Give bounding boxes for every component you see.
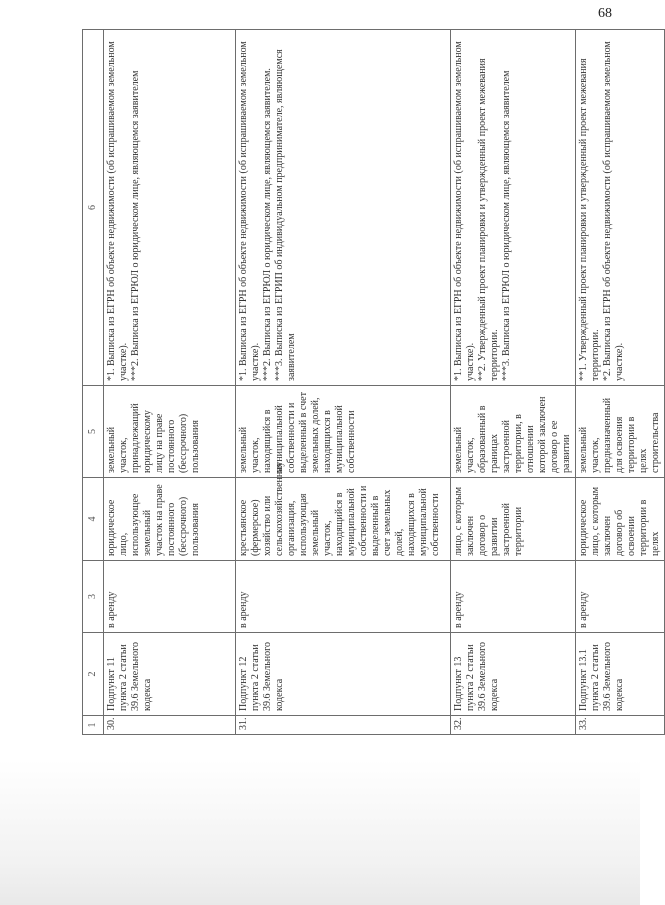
document-item: *1. Выписка из ЕГРН об объекте недвижимости (об испрашиваемом земельном участке). (238, 41, 261, 381)
land-grounds-table (82, 29, 665, 735)
documents-cell (576, 30, 665, 386)
row-number: 32. (451, 716, 576, 735)
document-item: ***2. Выписка из ЕГРЮЛ о юридическом лице, являющемся заявителем (130, 70, 141, 381)
row-number: 33. (576, 716, 665, 735)
document-item: ***3. Выписка из ЕГРЮЛ о юридическом лице, являющемся заявителем (501, 70, 512, 381)
document-item: *1. Выписка из ЕГРН об объекте недвижимости (об испрашиваемом земельном участке). (106, 41, 129, 381)
land-parcel-cell: земельный участок, предназначенный для освоения территории в целях строительства (576, 386, 665, 478)
column-number: 5 (83, 386, 104, 478)
column-number: 3 (83, 561, 104, 633)
table-row (104, 30, 236, 735)
provision-kind-cell: в аренду (576, 561, 665, 633)
document-item: *1. Выписка из ЕГРН об объекте недвижимости (об испрашиваемом земельном участке). (453, 41, 476, 381)
document-item: *2. Выписка из ЕГРН об объекте недвижимости (об испрашиваемом земельном участке). (602, 41, 625, 381)
applicant-cell: юридическое лицо, использующее земельный участок на праве постоянного (бессрочного) пользования (104, 478, 236, 561)
legal-basis-cell: Подпункт 11 пункта 2 статьи 39.6 Земельного кодекса (104, 633, 236, 716)
page-number: 68 (598, 6, 612, 21)
column-number: 1 (83, 716, 104, 735)
table-row (451, 30, 576, 735)
document-item: **2. Утвержденный проект планировки и утвержденный проект межевания территории. (477, 58, 500, 381)
legal-basis-cell: Подпункт 13.1 пункта 2 статьи 39.6 Земельного кодекса (576, 633, 665, 716)
documents-cell (451, 30, 576, 386)
applicant-cell: крестьянское (фермерское) хозяйство или сельскохозяйственная организация, использующая земельный участок, находящийся в муниципальной собственности и выделенный в счет земельных долей, находящихся в муниципальной собственности (236, 478, 451, 561)
document-item: ***3. Выписка из ЕГРИП об индивидуальном предпринимателе, являющемся заявителем (274, 49, 297, 381)
legal-basis-cell: Подпункт 12 пункта 2 статьи 39.6 Земельного кодекса (236, 633, 451, 716)
column-number: 6 (83, 30, 104, 386)
applicant-cell: лицо, с которым заключен договор о развитии застроенной территории (451, 478, 576, 561)
land-parcel-cell: земельный участок, находящийся в муниципальной собственности и выделенный в счет земельных долей, находящихся в муниципальной собственности (236, 386, 451, 478)
land-parcel-cell: земельный участок, принадлежащий юридическому лицу на праве постоянного (бессрочного) пользования (104, 386, 236, 478)
legal-basis-cell: Подпункт 13 пункта 2 статьи 39.6 Земельного кодекса (451, 633, 576, 716)
scan-edge-shadow (0, 760, 640, 905)
provision-kind-cell: в аренду (236, 561, 451, 633)
document-item: ***2. Выписка из ЕГРЮЛ о юридическом лице, являющемся заявителем. (262, 68, 273, 381)
table-row (576, 30, 665, 735)
land-parcel-cell: земельный участок, образованный в границах застроенной территории, в отношении которой заключен договор о ее развитии (451, 386, 576, 478)
provision-kind-cell: в аренду (104, 561, 236, 633)
row-number: 30. (104, 716, 236, 735)
documents-cell (236, 30, 451, 386)
column-number-row (83, 30, 104, 735)
column-number: 4 (83, 478, 104, 561)
rotated-table-wrapper (82, 30, 661, 735)
row-number: 31. (236, 716, 451, 735)
documents-cell (104, 30, 236, 386)
table-row (236, 30, 451, 735)
column-number: 2 (83, 633, 104, 716)
document-item: **1. Утвержденный проект планировки и утвержденный проект межевания территории. (578, 58, 601, 381)
provision-kind-cell: в аренду (451, 561, 576, 633)
applicant-cell: юридическое лицо, с которым заключен договор об освоении территории в целях (576, 478, 665, 561)
